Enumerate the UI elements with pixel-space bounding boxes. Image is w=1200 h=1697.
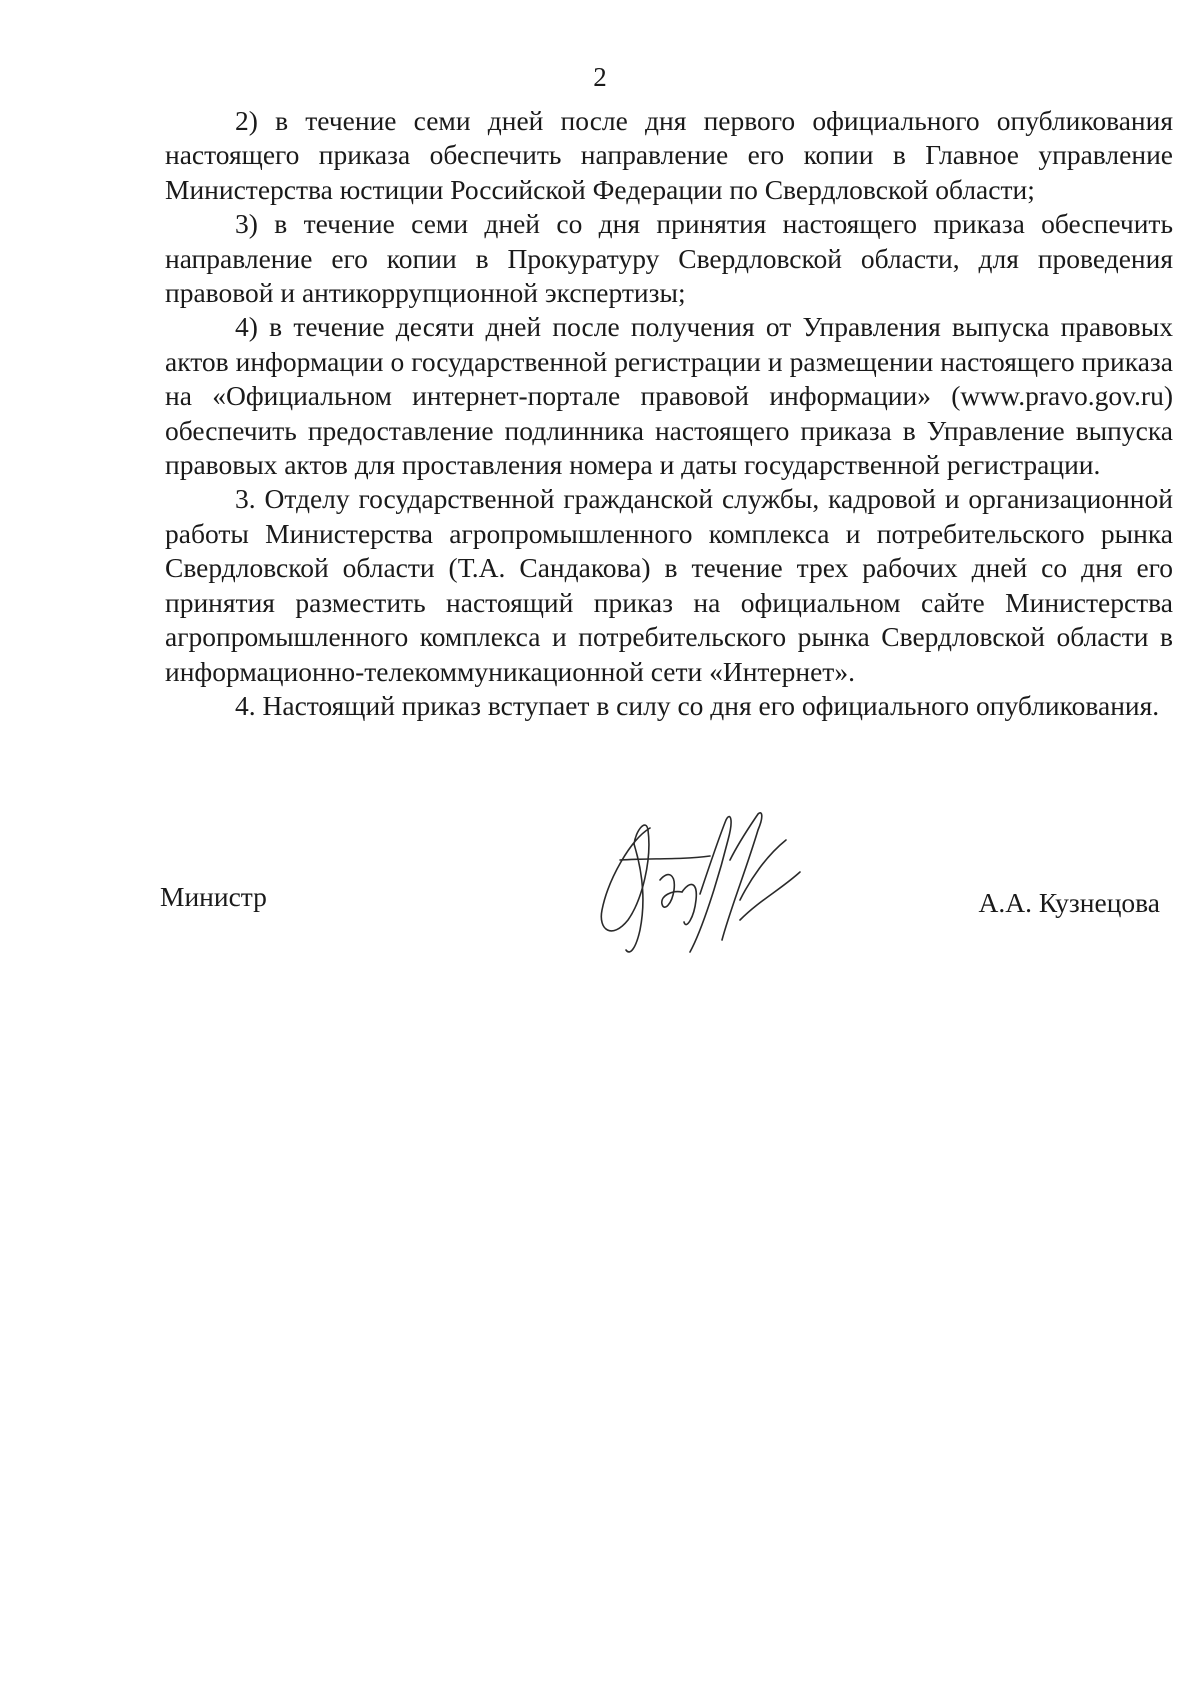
- page-number: 2: [593, 62, 607, 92]
- signature-block: [160, 800, 1160, 960]
- paragraph-item-4: 4) в течение десяти дней после получения от Управления выпуска правовых актов информации о государственной регистрации и размещении настоящего приказа на «Официальном интернет-портале правовой информации» (www.pravo.gov.ru) обеспечить предоставление подлинника настоящего приказа в Управление выпуска правовых актов для проставления номера и даты государственной регистрации.: [165, 311, 1173, 481]
- signatory-title: Министр: [160, 881, 267, 912]
- handwritten-signature: [590, 800, 820, 960]
- paragraph-item-2: 2) в течение семи дней после дня первого официального опубликования настоящего приказа обеспечить направление его копии в Главное управление Министерства юстиции Российской Федерации по Свердловской области;: [165, 105, 1173, 205]
- document-body: [165, 104, 1173, 723]
- paragraph-point-4: 4. Настоящий приказ вступает в силу со дня его официального опубликования.: [235, 689, 1160, 721]
- paragraph-item-3: 3) в течение семи дней со дня принятия настоящего приказа обеспечить направление его копии в Прокуратуру Свердловской области, для проведения правовой и антикоррупционной экспертизы;: [165, 208, 1173, 309]
- paragraph-point-3: 3. Отделу государственной гражданской службы, кадровой и организационной работы Министерства агропромышленного комплекса и потребительского рынка Свердловской области (Т.А. Сандакова) в течение трех рабочих дней со дня его принятия разместить настоящий приказ на официальном сайте Министерства агропромышленного комплекса и потребительского рынка Свердловской области в информационно-телекоммуникационной сети «Интернет».: [165, 483, 1173, 687]
- signatory-name: А.А. Кузнецова: [978, 887, 1160, 918]
